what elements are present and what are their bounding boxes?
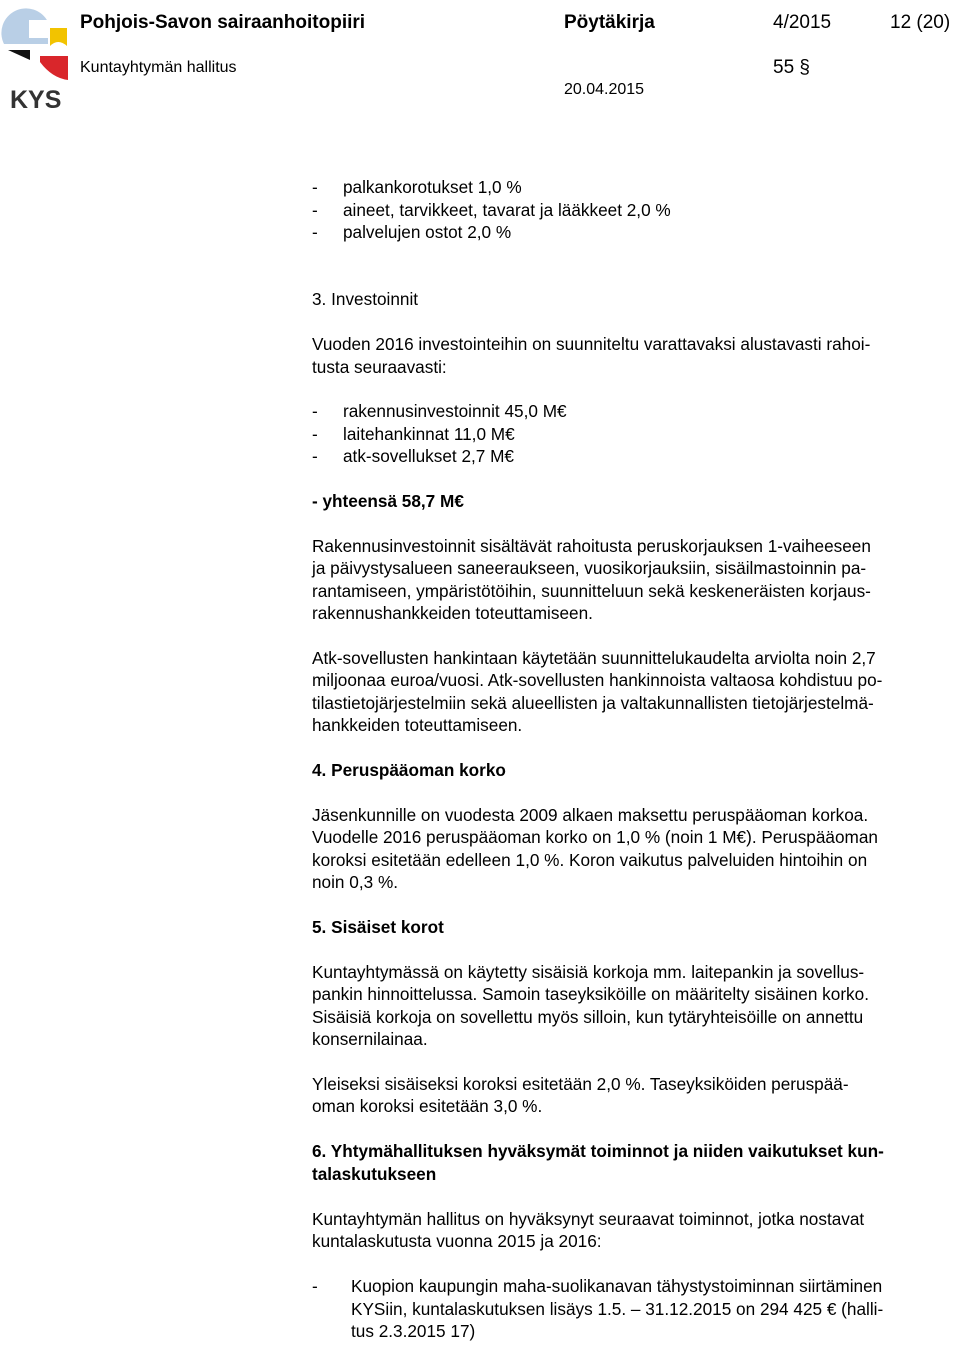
list-item: - palvelujen ostot 2,0 % [312, 222, 512, 242]
paragraph-line: oman koroksi esitetään 3,0 %. [312, 1096, 543, 1116]
section-5-heading: 5. Sisäiset korot [312, 917, 444, 937]
logo-text: KYS [10, 86, 62, 114]
paragraph-line: noin 0,3 %. [312, 872, 398, 892]
list-item: - aineet, tarvikkeet, tavarat ja lääkkeet 2,0 % [312, 200, 671, 220]
paragraph-line: miljoonaa euroa/vuosi. Atk-sovellusten hankinnoista valtaosa kohdistuu po- [312, 670, 883, 690]
section-3-heading: 3. Investoinnit [312, 289, 419, 309]
paragraph-line: konsernilainaa. [312, 1029, 428, 1049]
meeting-date: 20.04.2015 [564, 81, 645, 98]
logo-shape-red [40, 56, 68, 80]
logo-shape-black [8, 50, 30, 60]
section-4-heading: 4. Peruspääoman korko [312, 760, 506, 780]
page-number: 12 (20) [890, 12, 951, 33]
list-item: - Kuopion kaupungin maha-suolikanavan tähystystoiminnan siirtäminen [312, 1276, 883, 1296]
paragraph-line: Vuoden 2016 investointeihin on suunniteltu varattavaksi alustavasti rahoi- [312, 334, 871, 354]
investment-total: - yhteensä 58,7 M€ [312, 491, 464, 511]
section-6-heading-cont: talaskutukseen [312, 1164, 437, 1184]
paragraph-line: Rakennusinvestoinnit sisältävät rahoitusta peruskorjauksen 1-vaiheeseen [312, 536, 871, 556]
paragraph-line: tusta seuraavasti: [312, 357, 447, 377]
paragraph-line: koroksi esitetään edelleen 1,0 %. Koron vaikutus palveluiden hintoihin on [312, 850, 868, 870]
list-item-cont: tus 2.3.2015 17) [351, 1321, 476, 1341]
organization-name: Pohjois-Savon sairaanhoitopiiri [80, 12, 366, 33]
paragraph-line: kuntalaskutusta vuonna 2015 ja 2016: [312, 1231, 602, 1251]
paragraph-line: pankin hinnoittelussa. Samoin taseyksiköille on määritelty sisäinen korko. [312, 984, 869, 1004]
paragraph-line: Yleiseksi sisäiseksi koroksi esitetään 2,0 %. Taseyksiköiden peruspää- [312, 1074, 849, 1094]
list-item-cont: KYSiin, kuntalaskutuksen lisäys 1.5. – 31.12.2015 on 294 425 € (halli- [351, 1299, 884, 1319]
list-item: - palkankorotukset 1,0 % [312, 177, 522, 197]
list-item: - laitehankinnat 11,0 M€ [312, 424, 515, 444]
paragraph-line: Kuntayhtymän hallitus on hyväksynyt seuraavat toiminnot, jotka nostavat [312, 1209, 865, 1229]
list-item: - atk-sovellukset 2,7 M€ [312, 446, 514, 466]
paragraph-line: Kuntayhtymässä on käytetty sisäisiä korkoja mm. laitepankin ja sovellus- [312, 962, 865, 982]
paragraph-line: Sisäisiä korkoja on sovellettu myös silloin, kun tytäryhteisöille on annettu [312, 1007, 864, 1027]
paragraph-line: rantamiseen, ympäristötöihin, suunnitteluun sekä keskeneräisten korjaus- [312, 581, 871, 601]
logo-shape-yellow [50, 28, 67, 46]
paragraph-line: Vuodelle 2016 peruspääoman korko on 1,0 % (noin 1 M€). Peruspääoman [312, 827, 878, 847]
paragraph-line: tilastietojärjestelmiin sekä alueellisten ja valtakunnallisten tietojärjestelmä- [312, 693, 874, 713]
section-6-heading: 6. Yhtymähallituksen hyväksymät toiminnot ja niiden vaikutukset kun- [312, 1141, 884, 1161]
document-number: 4/2015 [773, 12, 832, 33]
paragraph-line: Jäsenkunnille on vuodesta 2009 alkaen maksettu peruspääoman korkoa. [312, 805, 869, 825]
kys-logo [0, 0, 70, 118]
document-type: Pöytäkirja [564, 12, 655, 33]
section-number: 55 § [773, 57, 810, 78]
paragraph-line: Atk-sovellusten hankintaan käytetään suunnittelukaudelta arviolta noin 2,7 [312, 648, 876, 668]
paragraph-line: rakennushankkeiden toteuttamiseen. [312, 603, 593, 623]
board-name: Kuntayhtymän hallitus [80, 59, 237, 76]
paragraph-line: hankkeiden toteuttamiseen. [312, 715, 523, 735]
paragraph-line: ja päivystysalueen saneeraukseen, vuosikorjauksiin, sisäilmastoinnin pa- [312, 558, 867, 578]
list-item: - rakennusinvestoinnit 45,0 M€ [312, 401, 567, 421]
